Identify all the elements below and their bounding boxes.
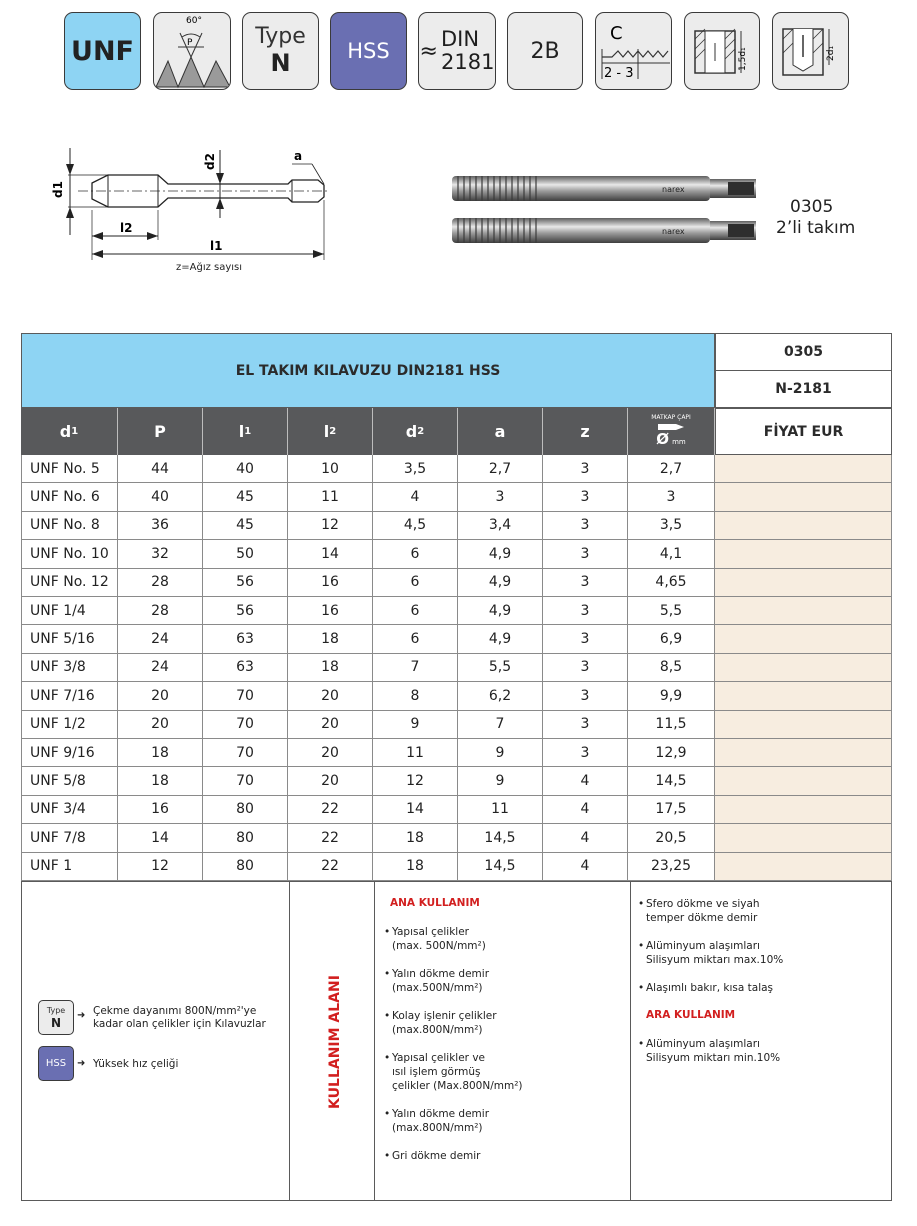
table-row xyxy=(21,512,892,540)
cell-pitch: 18 xyxy=(118,739,203,767)
cell-drill: 14,5 xyxy=(628,767,715,795)
d2-label: d2 xyxy=(203,153,217,170)
cell-size: UNF 3/8 xyxy=(21,654,118,682)
through-hole-icon xyxy=(685,13,760,90)
cell-l1: 80 xyxy=(203,824,288,852)
cell-size: UNF 1/2 xyxy=(21,711,118,739)
cell-l2: 20 xyxy=(288,711,373,739)
table-row xyxy=(21,597,892,625)
cell-price xyxy=(715,654,892,682)
cell-size: UNF No. 8 xyxy=(21,512,118,540)
cell-size: UNF 7/16 xyxy=(21,682,118,710)
cell-d2: 6 xyxy=(373,625,458,653)
cell-drill: 20,5 xyxy=(628,824,715,852)
cell-drill: 2,7 xyxy=(628,455,715,483)
divider xyxy=(289,882,290,1200)
cell-l2: 20 xyxy=(288,767,373,795)
cell-price xyxy=(715,540,892,568)
table-header-row xyxy=(21,408,715,455)
table-title: EL TAKIM KILAVUZU DIN2181 HSS xyxy=(21,333,715,408)
cell-l1: 70 xyxy=(203,682,288,710)
cell-drill: 4,65 xyxy=(628,569,715,597)
cell-a: 4,9 xyxy=(458,540,543,568)
table-row xyxy=(21,739,892,767)
cell-drill: 5,5 xyxy=(628,597,715,625)
table-row xyxy=(21,767,892,795)
cell-a: 9 xyxy=(458,767,543,795)
usage-item-line: Sfero dökme ve siyah xyxy=(646,898,760,910)
main-usage-title: ANA KULLANIM xyxy=(390,897,480,909)
cell-a: 9 xyxy=(458,739,543,767)
cell-price xyxy=(715,625,892,653)
usage-item-line: çelikler (Max.800N/mm²) xyxy=(392,1080,523,1092)
hss-badge xyxy=(330,12,407,90)
cell-d2: 4 xyxy=(373,483,458,511)
cell-l2: 22 xyxy=(288,853,373,881)
cell-pitch: 40 xyxy=(118,483,203,511)
cell-z: 4 xyxy=(543,853,628,881)
header-l2: l 2 xyxy=(288,408,373,455)
cell-l2: 18 xyxy=(288,654,373,682)
cell-l2: 22 xyxy=(288,796,373,824)
cell-z: 4 xyxy=(543,796,628,824)
header-drill-diameter xyxy=(628,408,715,455)
cell-drill: 3,5 xyxy=(628,512,715,540)
cell-d2: 6 xyxy=(373,597,458,625)
cell-l1: 80 xyxy=(203,796,288,824)
drill-diameter-symbol: Ø xyxy=(656,430,670,448)
cell-z: 3 xyxy=(543,512,628,540)
cell-l1: 40 xyxy=(203,455,288,483)
hss-label: HSS xyxy=(347,39,390,63)
cell-size: UNF No. 10 xyxy=(21,540,118,568)
cell-a: 4,9 xyxy=(458,569,543,597)
usage-item-line: Silisyum miktarı max.10% xyxy=(646,954,784,966)
cell-pitch: 24 xyxy=(118,625,203,653)
cell-price xyxy=(715,455,892,483)
cell-l2: 10 xyxy=(288,455,373,483)
cell-drill: 23,25 xyxy=(628,853,715,881)
din-number: 2181 xyxy=(440,50,495,74)
cell-pitch: 16 xyxy=(118,796,203,824)
cell-pitch: 20 xyxy=(118,711,203,739)
cell-price xyxy=(715,711,892,739)
chamfer-letter: C xyxy=(610,23,623,44)
cell-l2: 22 xyxy=(288,824,373,852)
table-row xyxy=(21,455,892,483)
cell-l2: 12 xyxy=(288,512,373,540)
cell-price xyxy=(715,512,892,540)
usage-item-line: Yalın dökme demir xyxy=(392,1108,490,1120)
legend-hss-text: Yüksek hız çeliği xyxy=(93,1058,179,1070)
unf-thread-badge xyxy=(64,12,141,90)
cell-price xyxy=(715,597,892,625)
cell-price xyxy=(715,739,892,767)
cell-d2: 9 xyxy=(373,711,458,739)
bullet-icon: • xyxy=(638,1038,645,1050)
cell-a: 5,5 xyxy=(458,654,543,682)
header-pitch: P xyxy=(118,408,203,455)
cell-l2: 20 xyxy=(288,739,373,767)
cell-size: UNF No. 6 xyxy=(21,483,118,511)
usage-item-line: Silisyum miktarı min.10% xyxy=(646,1052,781,1064)
cell-d2: 12 xyxy=(373,767,458,795)
table-row xyxy=(21,682,892,710)
tap-technical-drawing xyxy=(40,140,340,265)
table-row xyxy=(21,540,892,568)
cell-drill: 12,9 xyxy=(628,739,715,767)
usage-item-line: Yapısal çelikler xyxy=(392,926,469,938)
bullet-icon: • xyxy=(384,1150,391,1162)
cell-pitch: 24 xyxy=(118,654,203,682)
cell-d2: 18 xyxy=(373,824,458,852)
bullet-icon: • xyxy=(384,1010,391,1022)
cell-a: 4,9 xyxy=(458,625,543,653)
usage-item-line: temper dökme demir xyxy=(646,912,758,924)
cell-price xyxy=(715,569,892,597)
cell-d2: 14 xyxy=(373,796,458,824)
cell-price xyxy=(715,767,892,795)
usage-item-line: (max.500N/mm²) xyxy=(392,982,483,994)
cell-l2: 16 xyxy=(288,597,373,625)
set-name: 2’li takım xyxy=(776,218,856,238)
legend-type-badge xyxy=(38,1000,74,1035)
usage-item xyxy=(384,967,490,995)
usage-item-line: Kolay işlenir çelikler xyxy=(392,1010,497,1022)
product-norm-code: N-2181 xyxy=(715,370,892,408)
cell-d2: 3,5 xyxy=(373,455,458,483)
cell-a: 3,4 xyxy=(458,512,543,540)
usage-item-line: Alüminyum alaşımları xyxy=(646,1038,760,1050)
cell-pitch: 28 xyxy=(118,597,203,625)
cell-l2: 16 xyxy=(288,569,373,597)
blind-depth-label: 2d₁ xyxy=(826,45,836,61)
cell-pitch: 20 xyxy=(118,682,203,710)
bullet-icon: • xyxy=(638,898,645,910)
a-label: a xyxy=(294,149,303,163)
table-row xyxy=(21,483,892,511)
blind-hole-icon xyxy=(773,13,849,90)
cell-a: 7 xyxy=(458,711,543,739)
secondary-usage-title: ARA KULLANIM xyxy=(646,1009,736,1021)
cell-d2: 18 xyxy=(373,853,458,881)
cell-drill: 8,5 xyxy=(628,654,715,682)
usage-item xyxy=(384,1009,497,1037)
cell-a: 14,5 xyxy=(458,853,543,881)
legend-hss-badge xyxy=(38,1046,74,1081)
tap-1 xyxy=(452,176,756,201)
usage-item xyxy=(638,1037,781,1065)
legend-hss-label: HSS xyxy=(45,1058,67,1069)
cell-l1: 50 xyxy=(203,540,288,568)
cell-l1: 63 xyxy=(203,654,288,682)
usage-section xyxy=(21,881,892,1201)
cell-drill: 6,9 xyxy=(628,625,715,653)
cell-z: 3 xyxy=(543,682,628,710)
cell-drill: 9,9 xyxy=(628,682,715,710)
cell-size: UNF No. 12 xyxy=(21,569,118,597)
arrow-right-icon: ➜ xyxy=(77,1058,86,1069)
usage-item xyxy=(384,925,486,953)
approx-symbol: ≈ xyxy=(419,38,438,64)
cell-size: UNF No. 5 xyxy=(21,455,118,483)
set-code: 0305 xyxy=(790,197,834,217)
cell-z: 3 xyxy=(543,540,628,568)
cell-l1: 45 xyxy=(203,512,288,540)
cell-l1: 70 xyxy=(203,767,288,795)
cell-l1: 63 xyxy=(203,625,288,653)
bullet-icon: • xyxy=(384,968,391,980)
usage-item-line: (max.800N/mm²) xyxy=(392,1024,483,1036)
cell-price xyxy=(715,796,892,824)
cell-z: 4 xyxy=(543,824,628,852)
cell-z: 3 xyxy=(543,455,628,483)
table-row xyxy=(21,625,892,653)
cell-l1: 45 xyxy=(203,483,288,511)
cell-size: UNF 1/4 xyxy=(21,597,118,625)
divider xyxy=(374,882,375,1200)
blind-hole-badge xyxy=(772,12,849,90)
type-n-badge xyxy=(242,12,319,90)
cell-l2: 14 xyxy=(288,540,373,568)
usage-area-label: KULLANIM ALANI xyxy=(327,975,343,1109)
through-hole-badge xyxy=(684,12,760,90)
usage-item xyxy=(638,939,784,967)
cell-l2: 18 xyxy=(288,625,373,653)
header-d2: d 2 xyxy=(373,408,458,455)
cell-l1: 80 xyxy=(203,853,288,881)
table-row xyxy=(21,796,892,824)
cell-z: 3 xyxy=(543,483,628,511)
brand-mark: narex xyxy=(662,185,685,194)
tap-2 xyxy=(452,218,756,243)
usage-item xyxy=(384,1051,523,1093)
d1-label: d1 xyxy=(51,181,65,198)
header-d1: d 1 xyxy=(21,408,118,455)
chamfer-badge xyxy=(595,12,672,90)
cell-price xyxy=(715,682,892,710)
table-row xyxy=(21,569,892,597)
legend-type-big: N xyxy=(50,1015,62,1030)
cell-pitch: 28 xyxy=(118,569,203,597)
cell-d2: 8 xyxy=(373,682,458,710)
usage-item-line: (max.800N/mm²) xyxy=(392,1122,483,1134)
usage-area-title xyxy=(305,972,365,1112)
usage-item xyxy=(384,1107,490,1135)
cell-drill: 11,5 xyxy=(628,711,715,739)
cell-d2: 7 xyxy=(373,654,458,682)
through-depth-label: 1,5d₁ xyxy=(738,47,748,71)
din-label: DIN xyxy=(440,27,480,51)
cell-pitch: 32 xyxy=(118,540,203,568)
cell-size: UNF 5/16 xyxy=(21,625,118,653)
cell-z: 3 xyxy=(543,654,628,682)
legend-type-text-line: kadar olan çelikler için Kılavuzlar xyxy=(93,1018,266,1030)
l1-label: l1 xyxy=(210,239,223,253)
angle-label: 60° xyxy=(186,16,202,26)
cell-a: 3 xyxy=(458,483,543,511)
table-row xyxy=(21,824,892,852)
cell-a: 11 xyxy=(458,796,543,824)
cell-d2: 6 xyxy=(373,569,458,597)
cell-l2: 20 xyxy=(288,682,373,710)
divider xyxy=(630,882,631,1200)
thread-profile-badge xyxy=(153,12,231,90)
drill-header-top: MATKAP ÇAPI xyxy=(651,414,691,421)
header-a: a xyxy=(458,408,543,455)
cell-size: UNF 1 xyxy=(21,853,118,881)
usage-item-line: Alüminyum alaşımları xyxy=(646,940,760,952)
tolerance-badge xyxy=(507,12,583,90)
cell-z: 3 xyxy=(543,739,628,767)
cell-pitch: 36 xyxy=(118,512,203,540)
cell-z: 3 xyxy=(543,711,628,739)
usage-item-line: (max. 500N/mm²) xyxy=(392,940,486,952)
z-note: z=Ağız sayısı xyxy=(176,262,243,273)
cell-d2: 4,5 xyxy=(373,512,458,540)
bullet-icon: • xyxy=(638,940,645,952)
cell-l1: 56 xyxy=(203,597,288,625)
type-label: Type xyxy=(255,24,306,49)
drill-header-unit: mm xyxy=(672,438,686,446)
chamfer-icon xyxy=(596,13,672,90)
cell-z: 3 xyxy=(543,597,628,625)
usage-item xyxy=(638,897,760,925)
cell-d2: 11 xyxy=(373,739,458,767)
price-header: FİYAT EUR xyxy=(715,408,892,455)
cell-a: 14,5 xyxy=(458,824,543,852)
table-row xyxy=(21,711,892,739)
product-code: 0305 xyxy=(715,333,892,371)
table-row xyxy=(21,853,892,881)
cell-price xyxy=(715,824,892,852)
cell-drill: 3 xyxy=(628,483,715,511)
cell-drill: 17,5 xyxy=(628,796,715,824)
arrow-right-icon: ➜ xyxy=(77,1010,86,1021)
chamfer-range: 2 - 3 xyxy=(604,66,634,81)
cell-z: 3 xyxy=(543,569,628,597)
bullet-icon: • xyxy=(384,926,391,938)
cell-z: 4 xyxy=(543,767,628,795)
pitch-label: P xyxy=(187,38,193,48)
l2-label: l2 xyxy=(120,221,133,235)
legend-type-text-line: Çekme dayanımı 800N/mm²'ye xyxy=(93,1005,257,1017)
usage-item-line: Gri dökme demir xyxy=(392,1150,481,1162)
cell-l2: 11 xyxy=(288,483,373,511)
usage-item xyxy=(638,981,774,995)
cell-size: UNF 9/16 xyxy=(21,739,118,767)
cell-pitch: 12 xyxy=(118,853,203,881)
cell-size: UNF 3/4 xyxy=(21,796,118,824)
cell-l1: 70 xyxy=(203,739,288,767)
table-row xyxy=(21,654,892,682)
usage-item xyxy=(384,1149,481,1163)
bullet-icon: • xyxy=(384,1052,391,1064)
cell-size: UNF 7/8 xyxy=(21,824,118,852)
cell-z: 3 xyxy=(543,625,628,653)
header-z: z xyxy=(543,408,628,455)
bullet-icon: • xyxy=(638,982,645,994)
usage-item-line: Yalın dökme demir xyxy=(392,968,490,980)
legend-type-text xyxy=(93,1005,266,1031)
bullet-icon: • xyxy=(384,1108,391,1120)
cell-a: 6,2 xyxy=(458,682,543,710)
cell-l1: 70 xyxy=(203,711,288,739)
din-badge xyxy=(418,12,496,90)
cell-d2: 6 xyxy=(373,540,458,568)
thread-profile-icon xyxy=(154,13,231,90)
tap-set-photo xyxy=(448,170,762,252)
cell-price xyxy=(715,483,892,511)
usage-item-line: ısıl işlem görmüş xyxy=(392,1066,481,1078)
usage-item-line: Alaşımlı bakır, kısa talaş xyxy=(646,982,774,994)
cell-pitch: 18 xyxy=(118,767,203,795)
cell-drill: 4,1 xyxy=(628,540,715,568)
cell-l1: 56 xyxy=(203,569,288,597)
brand-mark: narex xyxy=(662,227,685,236)
cell-a: 4,9 xyxy=(458,597,543,625)
thread-type-label: UNF xyxy=(71,35,134,67)
usage-item-line: Yapısal çelikler ve xyxy=(392,1052,485,1064)
legend-type-small: Type xyxy=(46,1005,66,1015)
cell-pitch: 44 xyxy=(118,455,203,483)
cell-pitch: 14 xyxy=(118,824,203,852)
cell-price xyxy=(715,853,892,881)
cell-size: UNF 5/8 xyxy=(21,767,118,795)
cell-a: 2,7 xyxy=(458,455,543,483)
header-l1: l 1 xyxy=(203,408,288,455)
tolerance-class-label: 2B xyxy=(530,38,560,64)
type-value: N xyxy=(270,49,291,77)
